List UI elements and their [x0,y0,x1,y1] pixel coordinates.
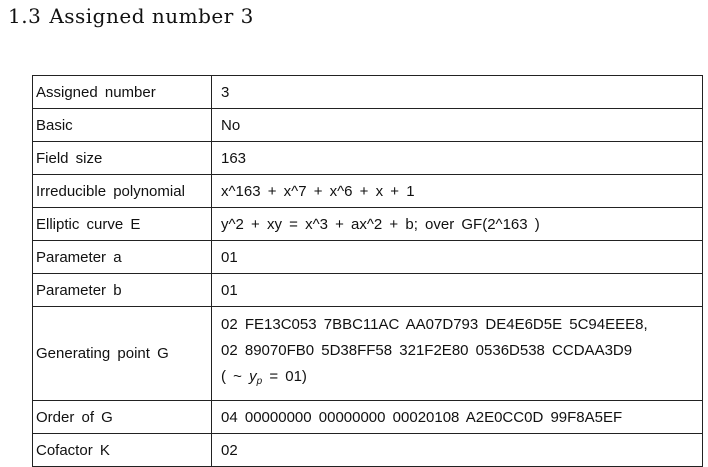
row-label: Cofactor K [33,434,212,467]
row-value: 01 [212,241,703,274]
generator-y-line: 02 89070FB0 5D38FF58 321F2E80 0536D538 CCDAA3D9 [221,342,633,359]
generator-compression-note: ( ~ $y_p = 01$) [221,368,307,387]
row-value: y^2 + xy = x^3 + ax^2 + b; over GF(2^163 ) [212,208,703,241]
section-heading [8,4,254,28]
table-row [33,274,703,307]
row-value: 02 [212,434,703,467]
row-label: Parameter a [33,241,212,274]
row-label: Elliptic curve E [33,208,212,241]
row-label: Irreducible polynomial [33,175,212,208]
table-row [33,109,703,142]
generator-x-line: 02 FE13C053 7BBC11AC AA07D793 DE4E6D5E 5C94EEE8, [221,316,648,333]
table-row [33,76,703,109]
row-value: 163 [212,142,703,175]
row-label: Order of G [33,401,212,434]
table-row [33,208,703,241]
table-row [33,175,703,208]
row-value: 04 00000000 00000000 00020108 A2E0CC0D 99F8A5EF [212,401,703,434]
table-row [33,241,703,274]
section-number: 1.3 [8,4,42,28]
parameter-table [32,75,703,467]
table-row [33,142,703,175]
row-label: Parameter b [33,274,212,307]
table-row [33,401,703,434]
row-label: Assigned number [33,76,212,109]
row-label: Field size [33,142,212,175]
table-row [33,307,703,401]
row-value: 3 [212,76,703,109]
row-label: Basic [33,109,212,142]
section-title: Assigned number 3 [49,4,254,28]
row-value [212,307,703,401]
row-value: No [212,109,703,142]
row-label: Generating point G [33,307,212,401]
row-value: x^163 + x^7 + x^6 + x + 1 [212,175,703,208]
row-value: 01 [212,274,703,307]
